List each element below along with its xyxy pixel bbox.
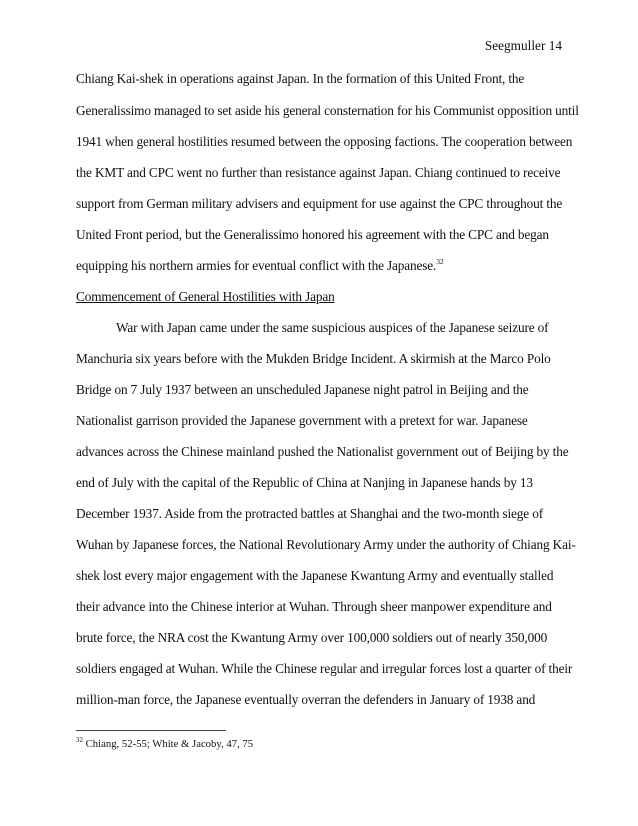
paragraph-1-line-7 — [76, 258, 443, 274]
footnote-marker: 32 — [76, 736, 83, 744]
paragraph-2-line-3: Bridge on 7 July 1937 between an unscheduled Japanese night patrol in Beijing and the — [76, 382, 529, 397]
paragraph-2-line-5: advances across the Chinese mainland pushed the Nationalist government out of Beijing by the — [76, 444, 569, 459]
paragraph-1-line-6: United Front period, but the Generalissimo honored his agreement with the CPC and began — [76, 227, 549, 242]
paragraph-1-line-3: 1941 when general hostilities resumed between the opposing factions. The cooperation between — [76, 134, 573, 149]
paragraph-2-line-13: million-man force, the Japanese eventually overran the defenders in January of 1938 and — [76, 692, 536, 707]
footnote-separator — [76, 730, 226, 731]
paragraph-2-line-10: their advance into the Chinese interior at Wuhan. Through sheer manpower expenditure and — [76, 599, 552, 614]
paragraph-2-line-1: War with Japan came under the same suspicious auspices of the Japanese seizure of — [116, 320, 549, 335]
paragraph-2-line-2: Manchuria six years before with the Mukden Bridge Incident. A skirmish at the Marco Polo — [76, 351, 551, 366]
paragraph-2-line-6: end of July with the capital of the Republic of China at Nanjing in Japanese hands by 13 — [76, 475, 533, 490]
paragraph-1-line-2: Generalissimo managed to set aside his general consternation for his Communist opposition until — [76, 103, 579, 118]
paragraph-1-line-5: support from German military advisers and equipment for use against the CPC throughout the — [76, 196, 563, 211]
paragraph-1-line-1: Chiang Kai-shek in operations against Japan. In the formation of this United Front, the — [76, 71, 525, 86]
running-head: Seegmuller 14 — [484, 38, 562, 53]
paragraph-1-line-4: the KMT and CPC went no further than resistance against Japan. Chiang continued to receive — [76, 165, 561, 180]
paragraph-2-line-8: Wuhan by Japanese forces, the National Revolutionary Army under the authority of Chiang Kai- — [76, 537, 576, 552]
paragraph-2-line-4: Nationalist garrison provided the Japanese government with a pretext for war. Japanese — [76, 413, 528, 428]
footnote-text: Chiang, 52-55; White & Jacoby, 47, 75 — [83, 738, 254, 750]
paragraph-1-line-7-text: equipping his northern armies for eventual conflict with the Japanese. — [76, 258, 437, 273]
footnote — [76, 738, 253, 751]
footnote-reference-32[interactable]: 32 — [436, 257, 444, 266]
paragraph-2-line-7: December 1937. Aside from the protracted battles at Shanghai and the two-month siege of — [76, 506, 543, 521]
section-heading: Commencement of General Hostilities with Japan — [76, 289, 335, 304]
paragraph-2-line-12: soldiers engaged at Wuhan. While the Chinese regular and irregular forces lost a quarter of their — [76, 661, 573, 676]
paragraph-2-line-9: shek lost every major engagement with the Japanese Kwantung Army and eventually stalled — [76, 568, 554, 583]
paragraph-2-line-11: brute force, the NRA cost the Kwantung Army over 100,000 soldiers out of nearly 350,000 — [76, 630, 548, 645]
